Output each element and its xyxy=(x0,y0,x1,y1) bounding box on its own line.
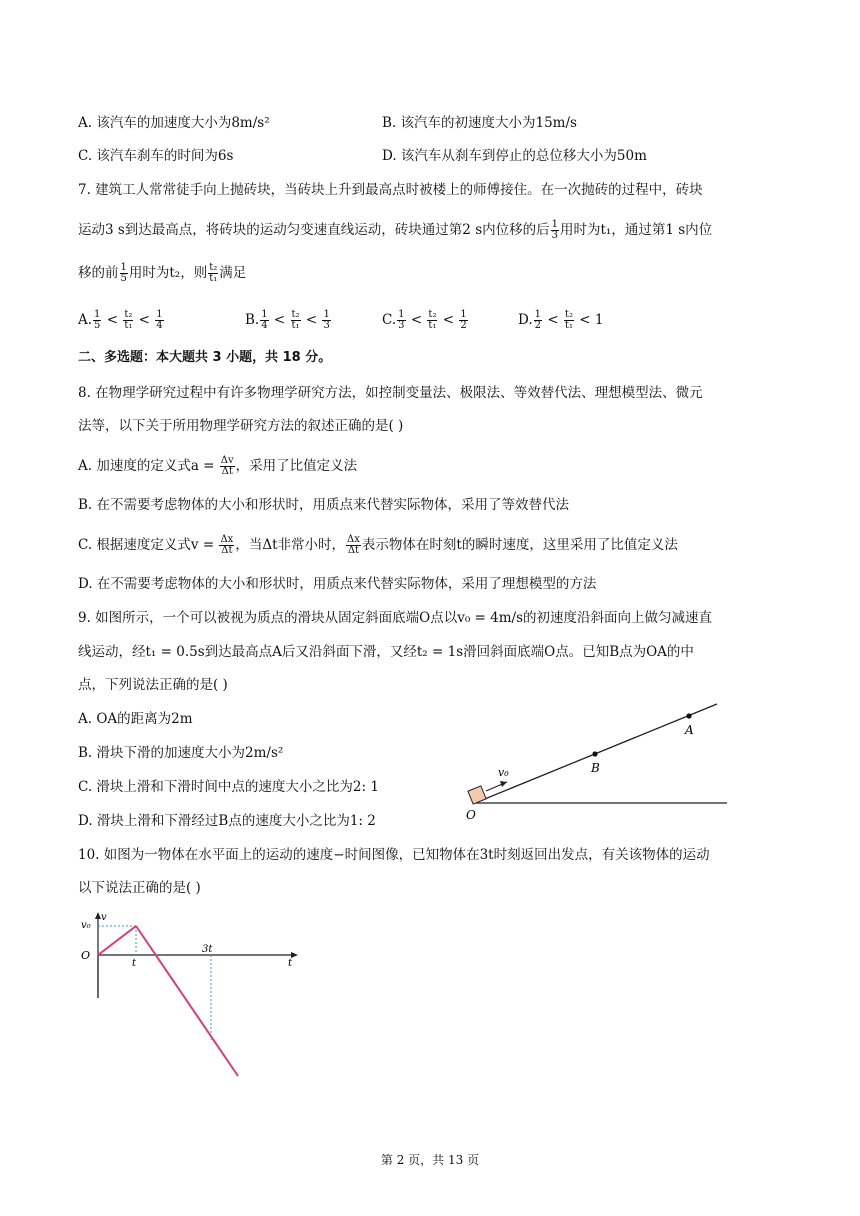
point-a xyxy=(686,713,691,718)
slider-block xyxy=(468,786,486,804)
o-label: O xyxy=(466,808,476,822)
q9-line1: 9. 如图所示，一个可以被视为质点的滑块从固定斜面底端O点以v₀ = 4m/s的初速度沿斜面向上做匀减速直 xyxy=(78,610,713,626)
q9-line3: 点，下列说法正确的是( ) xyxy=(78,677,228,693)
o-label: O xyxy=(81,949,91,962)
q8-option-d: D. 在不需要考虑物体的大小和形状时，用质点来代替实际物体，采用了理想模型的方法 xyxy=(78,576,597,592)
q7-line1: 7. 建筑工人常常徒手向上抛砖块，当砖块上升到最高点时被楼上的师傅接住。在一次抛砖的过程中，砖块 xyxy=(78,182,703,198)
q9-option-c: C. 滑块上滑和下滑时间中点的速度大小之比为2: 1 xyxy=(78,779,379,795)
q7-line2: 运动3 s到达最高点，将砖块的运动匀变速直线运动，砖块通过第2 s内位移的后 $\frac{1}{3}$ 用时为t₁，通过第1 s内位 xyxy=(78,219,713,241)
q9-option-a: A. OA的距离为2m xyxy=(78,711,193,727)
b-label: B xyxy=(591,761,600,775)
q8-option-c: C. 根据速度定义式v = $\frac{\Delta x}{\Delta t}$ ，当Δt非常小时， $\frac{\Delta x}{\Delta t}$ 表示物体在时刻t的瞬时速度，这里采用了比值定义法 xyxy=(78,534,678,556)
q9-line2: 线运动，经t₁ = 0.5s到达最高点A后又沿斜面下滑，又经t₂ = 1s滑回斜面底端O点。已知B点为OA的中 xyxy=(78,644,694,660)
vt-graph xyxy=(78,910,308,1080)
q7-option-c: C. $\frac{1}{3}$ < $\frac{\text{t₂}}{\text{t₁}}$ < $\frac{1}{2}$ xyxy=(382,309,467,331)
q7-option-b: B. $\frac{1}{4}$ < $\frac{\text{t₂}}{\text{t₁}}$ < $\frac{1}{3}$ xyxy=(245,309,330,331)
q6-option-a: A. 该汽车的加速度大小为8m/s² xyxy=(78,115,270,131)
graph-line-rise xyxy=(98,926,136,955)
t-tick-label: t xyxy=(132,958,137,969)
3t-tick-label: 3t xyxy=(202,944,213,955)
q10-line2: 以下说法正确的是( ) xyxy=(78,880,201,896)
section-heading: 二、多选题：本大题共 3 小题，共 18 分。 xyxy=(78,350,332,365)
q6-option-c: C. 该汽车刹车的时间为6s xyxy=(78,148,234,164)
q9-option-b: B. 滑块下滑的加速度大小为2m/s² xyxy=(78,745,284,761)
page-footer: 第 2 页，共 13 页 xyxy=(380,1153,480,1167)
q7-option-a: A. $\frac{1}{5}$ < $\frac{\text{t₂}}{\text{t₁}}$ < $\frac{1}{4}$ xyxy=(78,309,163,331)
q8-line2: 法等，以下关于所用物理学研究方法的叙述正确的是( ) xyxy=(78,418,404,434)
q6-option-b: B. 该汽车的初速度大小为15m/s xyxy=(382,115,577,131)
point-b xyxy=(592,751,597,756)
v0-label: v₀ xyxy=(498,766,509,779)
incline-figure xyxy=(455,695,745,825)
v-label: v xyxy=(101,912,107,923)
q7-option-d: D. $\frac{1}{2}$ < $\frac{\text{t₂}}{\text{t₁}}$ < 1 xyxy=(518,309,604,331)
q6-option-d: D. 该汽车从刹车到停止的总位移大小为50m xyxy=(382,148,647,164)
v0-label: v₀ xyxy=(81,920,91,931)
graph-line-fall xyxy=(136,926,238,1076)
t-axis-label: t xyxy=(288,958,293,969)
t-axis-arrowhead xyxy=(291,952,298,958)
velocity-arrowhead xyxy=(500,781,507,787)
q8-option-a: A. 加速度的定义式a = $\frac{\Delta v}{\Delta t}$ ，采用了比值定义法 xyxy=(78,455,358,477)
q8-line1: 8. 在物理学研究过程中有许多物理学研究方法，如控制变量法、极限法、等效替代法、理想模型法、微元 xyxy=(78,385,703,401)
a-label: A xyxy=(685,723,694,737)
q7-line3: 移的前 $\frac{1}{5}$ 用时为t₂，则 $\frac{\text{t₂}}{\text{t₁}}$ 满足 xyxy=(78,262,247,284)
q9-option-d: D. 滑块上滑和下滑经过B点的速度大小之比为1: 2 xyxy=(78,813,376,829)
q10-line1: 10. 如图为一物体在水平面上的运动的速度−时间图像，已知物体在3t时刻返回出发点，有关该物体的运动 xyxy=(78,847,710,863)
q8-option-b: B. 在不需要考虑物体的大小和形状时，用质点来代替实际物体，采用了等效替代法 xyxy=(78,497,570,513)
